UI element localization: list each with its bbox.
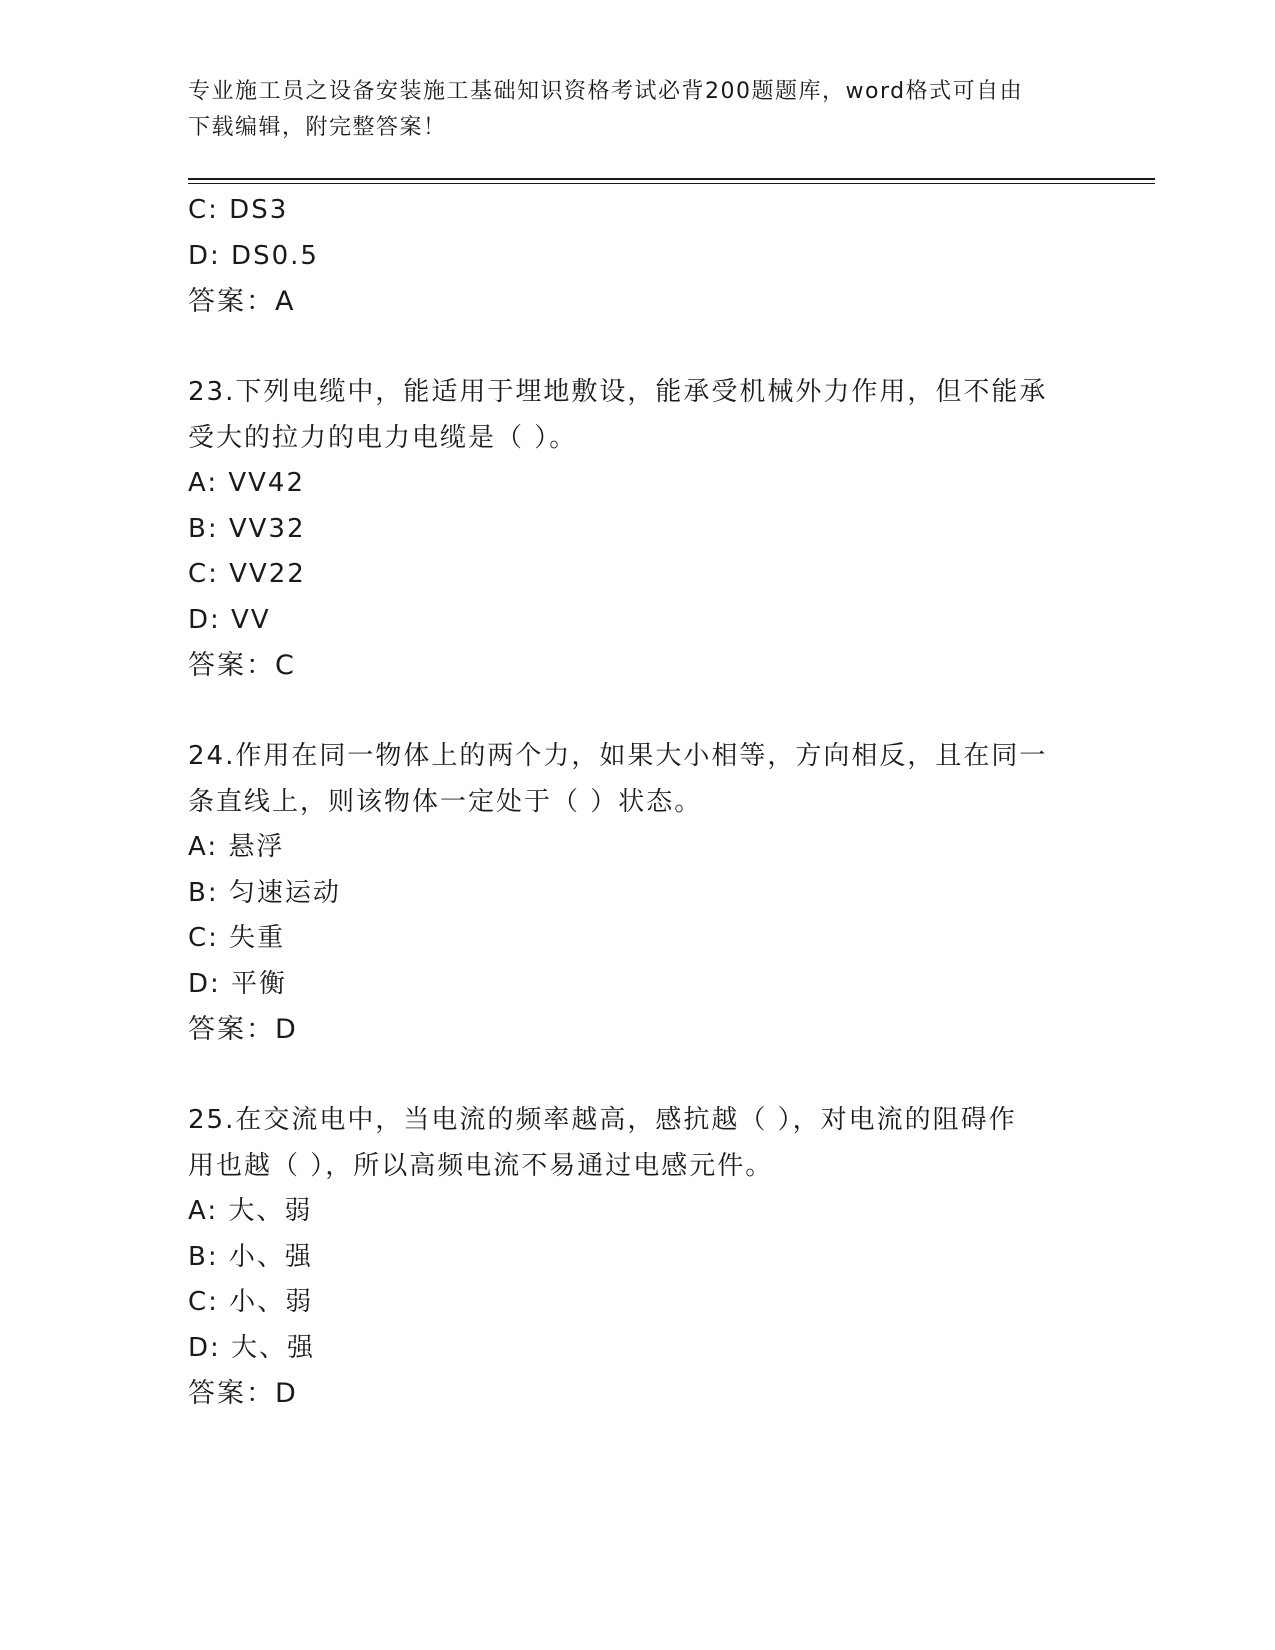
question-stem-continued: 条直线上，则该物体一定处于（ ）状态。 xyxy=(188,786,703,817)
answer-line: 答案：D xyxy=(188,1014,298,1045)
document-header xyxy=(188,74,1068,146)
question-23 xyxy=(188,370,1088,689)
header-title-line-2: 下载编辑，附完整答案！ xyxy=(188,115,447,140)
option-a: A: VV42 xyxy=(188,468,306,498)
header-title-line-1: 专业施工员之设备安装施工基础知识资格考试必背200题题库，word格式可自由 xyxy=(188,79,1024,104)
question-stem-continued: 用也越（ ），所以高频电流不易通过电感元件。 xyxy=(188,1150,774,1181)
header-divider-thick xyxy=(188,178,1155,180)
answer-line: 答案：D xyxy=(188,1378,298,1409)
spacer xyxy=(188,689,1088,735)
question-content xyxy=(188,188,1088,1417)
question-stem: 25.在交流电中，当电流的频率越高，感抗越（ ），对电流的阻碍作 xyxy=(188,1105,1017,1135)
option-b: B: 匀速运动 xyxy=(188,877,341,908)
option-b: B: VV32 xyxy=(188,513,306,544)
option-d: D: 平衡 xyxy=(188,968,288,999)
question-22-tail xyxy=(188,188,1088,325)
option-b: B: 小、强 xyxy=(188,1241,313,1272)
spacer xyxy=(188,325,1088,371)
option-a: A: 大、弱 xyxy=(188,1196,313,1226)
header-divider-thin xyxy=(188,183,1155,184)
option-c: C: 失重 xyxy=(188,923,286,953)
option-d: D: DS0.5 xyxy=(188,240,319,271)
option-d: D: VV xyxy=(188,604,271,635)
question-stem: 23.下列电缆中，能适用于埋地敷设，能承受机械外力作用，但不能承 xyxy=(188,377,1048,407)
question-stem-continued: 受大的拉力的电力电缆是（ ）。 xyxy=(188,422,578,453)
option-a: A: 悬浮 xyxy=(188,832,285,862)
option-d: D: 大、强 xyxy=(188,1332,316,1363)
option-c: C: 小、弱 xyxy=(188,1287,314,1317)
answer-line: 答案：A xyxy=(188,286,296,317)
spacer xyxy=(188,1053,1088,1099)
question-24 xyxy=(188,734,1088,1053)
option-c: C: VV22 xyxy=(188,559,306,589)
question-stem: 24.作用在同一物体上的两个力，如果大小相等，方向相反，且在同一 xyxy=(188,741,1048,771)
answer-line: 答案：C xyxy=(188,650,296,681)
question-25 xyxy=(188,1098,1088,1417)
option-c: C: DS3 xyxy=(188,195,289,225)
